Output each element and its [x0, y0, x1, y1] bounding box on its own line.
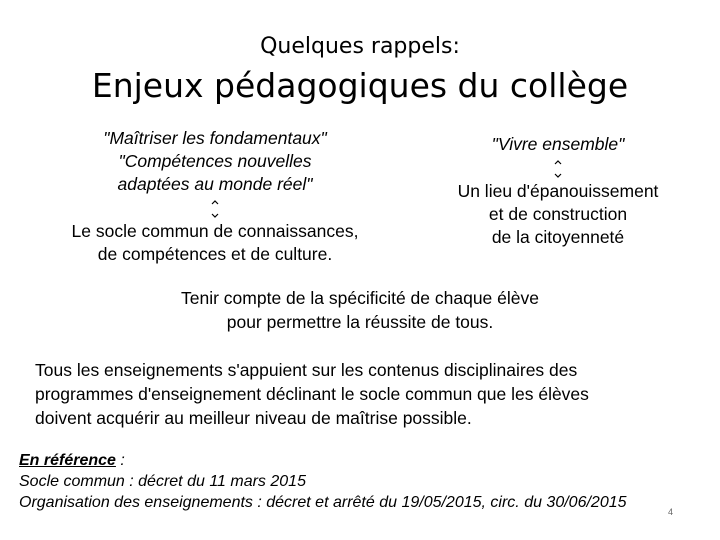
reference-heading-line — [19, 450, 719, 471]
left-column — [20, 127, 410, 266]
reference-line-1: Socle commun : décret du 11 mars 2015 — [19, 473, 306, 490]
tous-line-3: doivent acquérir au meilleur niveau de maîtrise possible. — [35, 408, 472, 428]
tenir-compte-paragraph — [0, 286, 720, 334]
reference-block — [19, 450, 719, 513]
right-line-1: "Vivre ensemble" — [491, 134, 625, 154]
right-line-2: Un lieu d'épanouissement — [457, 181, 659, 201]
reference-line-2: Organisation des enseignements : décret et arrêté du 19/05/2015, circ. du 30/06/2015 — [19, 494, 627, 511]
left-line-2: "Compétences nouvelles — [118, 151, 312, 171]
left-line-4: Le socle commun de connaissances, — [71, 221, 359, 241]
tous-line-2: programmes d'enseignement déclinant le socle commun que les élèves — [35, 384, 589, 404]
slide-title: Enjeux pédagogiques du collège — [91, 66, 629, 105]
left-line-3: adaptées au monde réel" — [117, 174, 313, 194]
right-line-3: et de construction — [488, 204, 628, 224]
reference-heading-suffix: : — [115, 452, 125, 469]
tenir-line-1: Tenir compte de la spécificité de chaque élève — [181, 288, 539, 308]
up-down-arrow-icon — [552, 158, 564, 180]
right-line-4: de la citoyenneté — [491, 227, 625, 247]
left-line-1: "Maîtriser les fondamentaux" — [103, 128, 327, 148]
tenir-line-2: pour permettre la réussite de tous. — [226, 312, 494, 332]
reference-heading: En référence — [19, 452, 116, 469]
tous-line-1: Tous les enseignements s'appuient sur les contenus disciplinaires des — [35, 360, 578, 380]
enseignements-paragraph — [35, 358, 705, 430]
slide-subtitle: Quelques rappels: — [260, 34, 460, 59]
left-line-5: de compétences et de culture. — [97, 244, 333, 264]
page-number: 4 — [668, 507, 674, 517]
up-down-arrow-icon — [209, 198, 221, 220]
right-column — [418, 133, 698, 249]
